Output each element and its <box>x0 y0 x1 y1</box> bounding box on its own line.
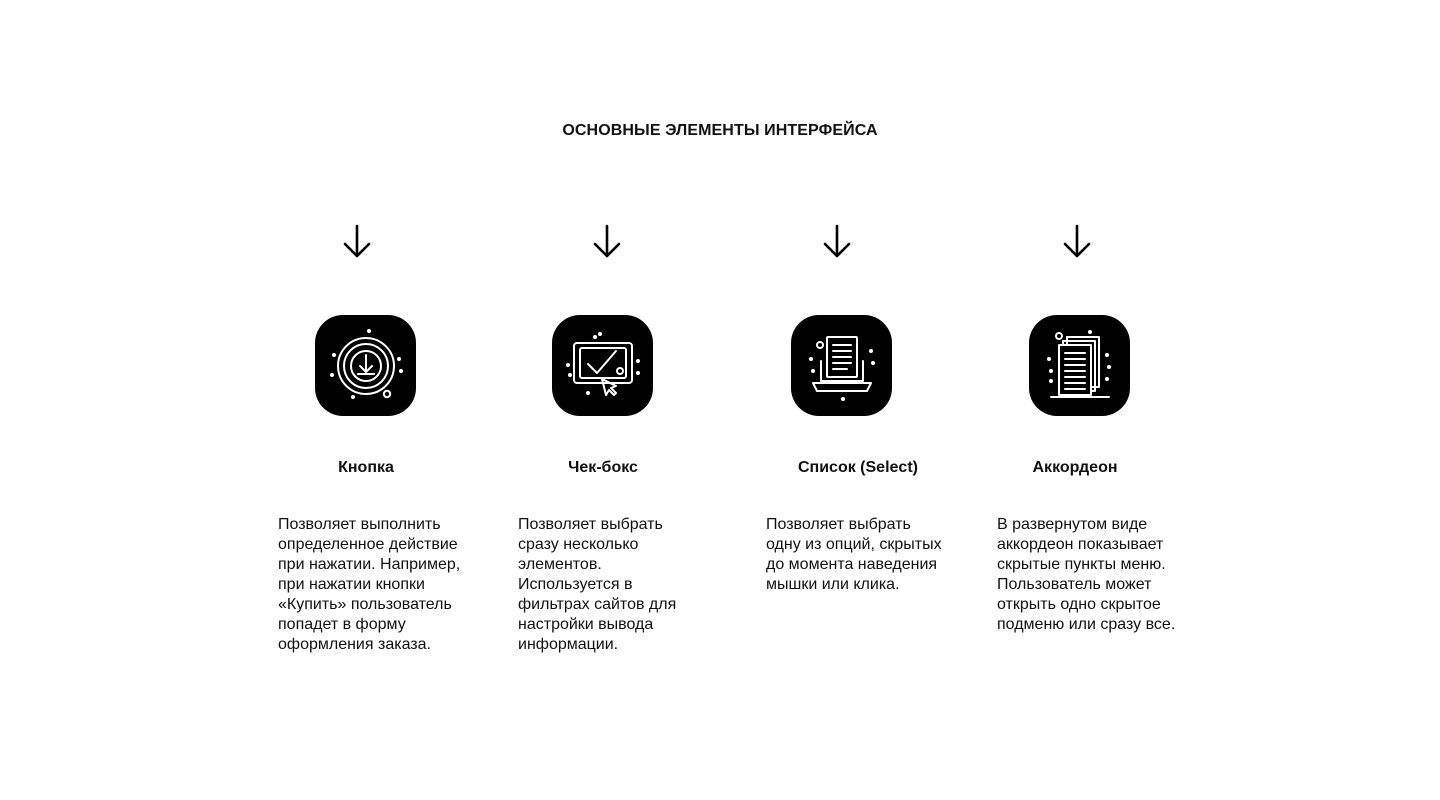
description-line: Позволяет выполнить <box>278 516 441 533</box>
description-line: сразу несколько <box>518 536 639 553</box>
description-line: Позволяет выбрать <box>518 516 663 533</box>
description-line: одну из опций, скрытых <box>766 536 942 553</box>
card-description-button <box>278 515 488 655</box>
description-line: «Купить» пользователь <box>278 596 452 613</box>
arrow-down-icon <box>590 222 624 262</box>
description-line: аккордеон показывает <box>997 536 1164 553</box>
description-line: до момента наведения <box>766 556 938 573</box>
description-line: подменю или сразу все. <box>997 616 1176 633</box>
card-description-accordion <box>997 515 1207 635</box>
stacked-pages-icon <box>1029 315 1130 416</box>
description-line: при нажатии. Например, <box>278 556 461 573</box>
card-title-checkbox: Чек-бокс <box>568 459 638 476</box>
page-title: ОСНОВНЫЕ ЭЛЕМЕНТЫ ИНТЕРФЕЙСА <box>562 122 878 139</box>
description-line: попадет в форму <box>278 616 406 633</box>
description-line: при нажатии кнопки <box>278 576 425 593</box>
download-circle-icon <box>315 315 416 416</box>
description-line: определенное действие <box>278 536 458 553</box>
description-line: Позволяет выбрать <box>766 516 911 533</box>
description-line: Используется в <box>518 576 633 593</box>
card-title-select: Список (Select) <box>798 459 918 476</box>
description-line: скрытые пункты меню. <box>997 556 1166 573</box>
description-line: настройки вывода <box>518 616 654 633</box>
description-line: открыть одно скрытое <box>997 596 1161 613</box>
card-title-accordion: Аккордеон <box>1032 459 1118 476</box>
description-line: Пользователь может <box>997 576 1152 593</box>
description-line: оформления заказа. <box>278 636 431 653</box>
description-line: информации. <box>518 636 619 653</box>
description-line: В развернутом виде <box>997 516 1148 533</box>
description-line: элементов. <box>518 556 602 573</box>
description-line: мышки или клика. <box>766 576 900 593</box>
checkbox-screen-icon <box>552 315 653 416</box>
arrow-down-icon <box>340 222 374 262</box>
card-title-button: Кнопка <box>338 459 394 476</box>
arrow-down-icon <box>1060 222 1094 262</box>
card-description-select <box>766 515 976 595</box>
document-laptop-icon <box>791 315 892 416</box>
arrow-down-icon <box>820 222 854 262</box>
description-line: фильтрах сайтов для <box>518 596 677 613</box>
card-description-checkbox <box>518 515 728 655</box>
